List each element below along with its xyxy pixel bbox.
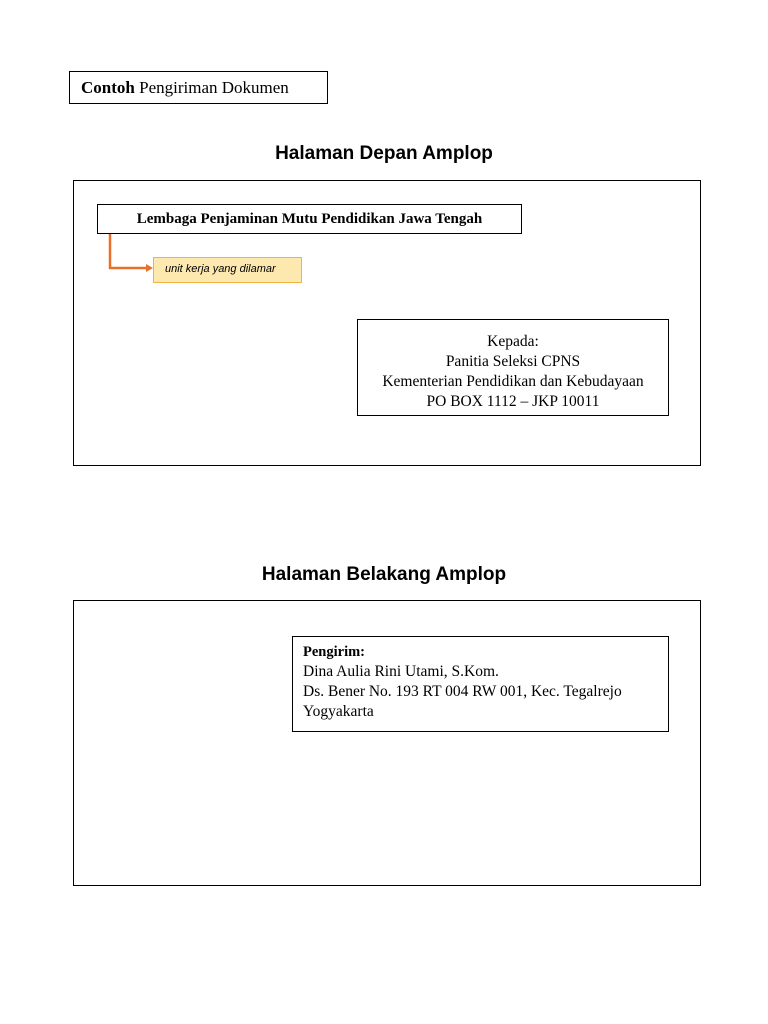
sender-address-box	[292, 636, 669, 732]
sender-address: Ds. Bener No. 193 RT 004 RW 001, Kec. Tegalrejo	[303, 683, 622, 700]
back-envelope-heading: Halaman Belakang Amplop	[261, 564, 507, 585]
recipient-line: Kementerian Pendidikan dan Kebudayaan	[382, 373, 644, 390]
sender-city: Yogyakarta	[303, 703, 374, 720]
example-label-bold: Contoh	[81, 78, 135, 97]
recipient-line: Panitia Seleksi CPNS	[445, 353, 581, 370]
unit-name-box: Lembaga Penjaminan Mutu Pendidikan Jawa Tengah	[97, 204, 522, 234]
recipient-line: Kepada:	[487, 333, 539, 350]
front-envelope-heading: Halaman Depan Amplop	[275, 143, 493, 164]
sender-name: Dina Aulia Rini Utami, S.Kom.	[303, 663, 499, 680]
recipient-address-box	[357, 319, 669, 416]
recipient-line: PO BOX 1112 – JKP 10011	[426, 393, 600, 410]
example-label-text: Pengiriman Dokumen	[139, 78, 289, 97]
callout-note: unit kerja yang dilamar	[153, 257, 302, 283]
sender-title: Pengirim:	[303, 644, 366, 660]
